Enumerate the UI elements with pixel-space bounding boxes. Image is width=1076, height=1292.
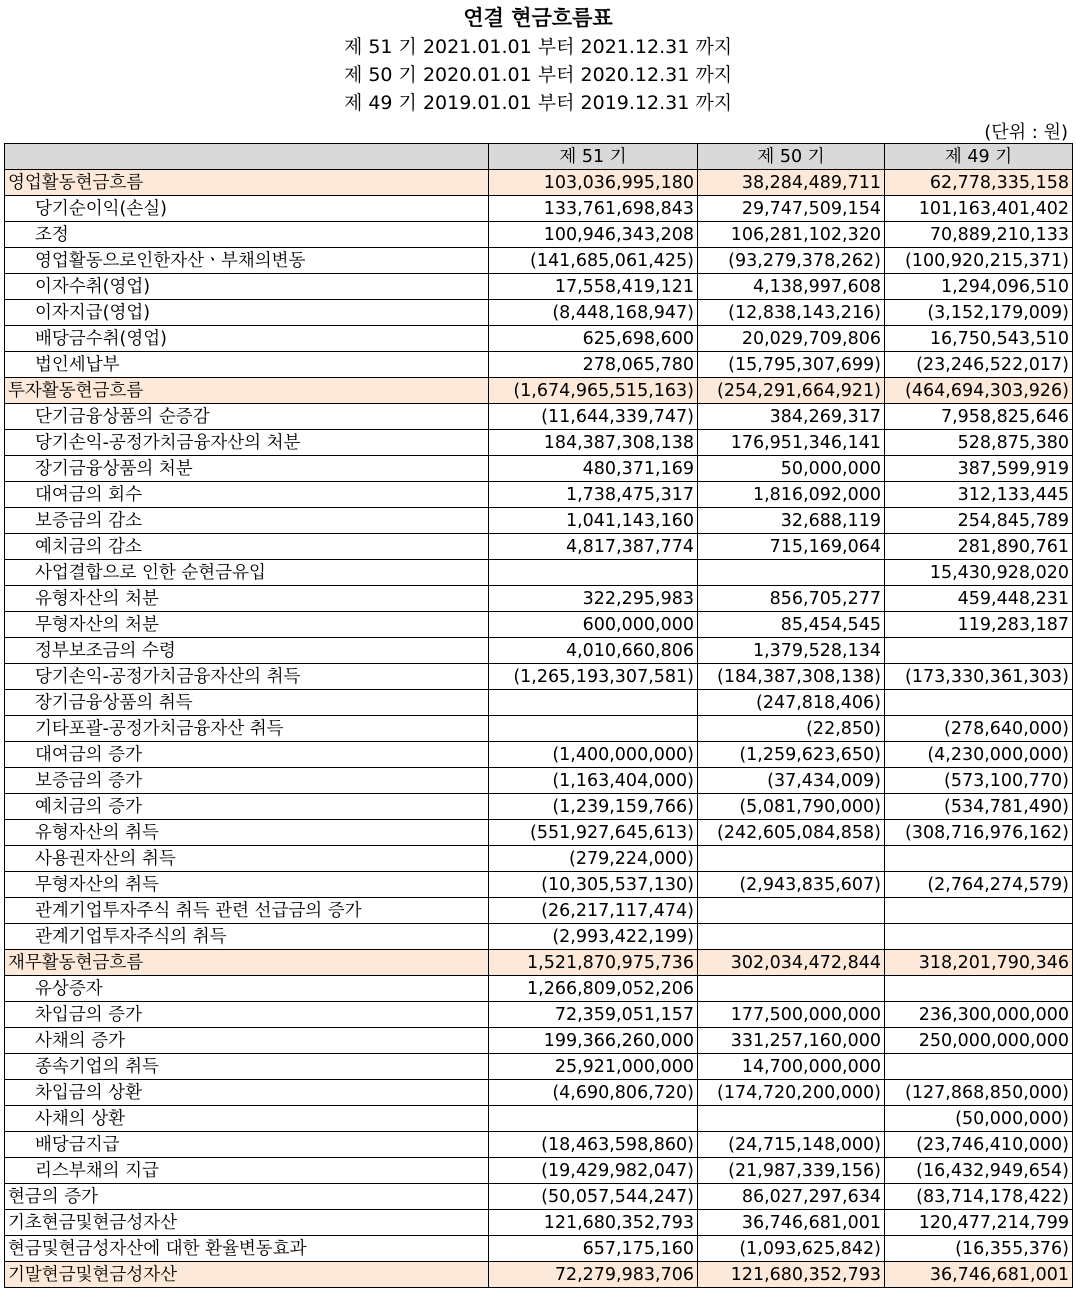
value-period-51: (279,224,000) — [489, 846, 698, 872]
value-period-49: 101,163,401,402 — [885, 196, 1073, 222]
row-label: 보증금의 감소 — [5, 508, 489, 534]
value-period-51: 25,921,000,000 — [489, 1054, 698, 1080]
value-period-50 — [698, 976, 885, 1002]
value-period-49: 281,890,761 — [885, 534, 1073, 560]
row-label: 무형자산의 처분 — [5, 612, 489, 638]
table-row — [5, 1210, 1073, 1236]
value-period-50: 36,746,681,001 — [698, 1210, 885, 1236]
section-row — [5, 170, 1073, 196]
header-period-51: 제 51 기 — [489, 144, 698, 170]
statement-title: 연결 현금흐름표 — [463, 6, 613, 30]
table-row — [5, 404, 1073, 430]
row-label: 당기순이익(손실) — [5, 196, 489, 222]
value-period-50: (24,715,148,000) — [698, 1132, 885, 1158]
value-period-50: (21,987,339,156) — [698, 1158, 885, 1184]
row-label: 배당금지급 — [5, 1132, 489, 1158]
table-row — [5, 1106, 1073, 1132]
value-period-50: 302,034,472,844 — [698, 950, 885, 976]
value-period-49: (573,100,770) — [885, 768, 1073, 794]
row-label: 보증금의 증가 — [5, 768, 489, 794]
table-row — [5, 508, 1073, 534]
row-label: 예치금의 증가 — [5, 794, 489, 820]
table-row — [5, 924, 1073, 950]
row-label: 유상증자 — [5, 976, 489, 1002]
table-row — [5, 638, 1073, 664]
value-period-49: (23,246,522,017) — [885, 352, 1073, 378]
row-label: 재무활동현금흐름 — [5, 950, 489, 976]
value-period-49: 36,746,681,001 — [885, 1262, 1073, 1288]
value-period-50: 50,000,000 — [698, 456, 885, 482]
value-period-49 — [885, 898, 1073, 924]
value-period-50: 856,705,277 — [698, 586, 885, 612]
table-row — [5, 300, 1073, 326]
value-period-51: 103,036,995,180 — [489, 170, 698, 196]
table-row — [5, 222, 1073, 248]
row-label: 차입금의 증가 — [5, 1002, 489, 1028]
value-period-50 — [698, 1106, 885, 1132]
value-period-51: (551,927,645,613) — [489, 820, 698, 846]
table-row — [5, 534, 1073, 560]
value-period-50: (37,434,009) — [698, 768, 885, 794]
value-period-49: (278,640,000) — [885, 716, 1073, 742]
row-label: 투자활동현금흐름 — [5, 378, 489, 404]
value-period-50: (22,850) — [698, 716, 885, 742]
value-period-50: 121,680,352,793 — [698, 1262, 885, 1288]
value-period-50: (12,838,143,216) — [698, 300, 885, 326]
row-label: 당기손익-공정가치금융자산의 취득 — [5, 664, 489, 690]
value-period-51: (1,400,000,000) — [489, 742, 698, 768]
header-label — [5, 144, 489, 170]
value-period-51: 1,521,870,975,736 — [489, 950, 698, 976]
table-row — [5, 456, 1073, 482]
table-row — [5, 794, 1073, 820]
value-period-49: 236,300,000,000 — [885, 1002, 1073, 1028]
value-period-49 — [885, 846, 1073, 872]
value-period-49: (16,355,376) — [885, 1236, 1073, 1262]
value-period-49: 318,201,790,346 — [885, 950, 1073, 976]
row-label: 사업결합으로 인한 순현금유입 — [5, 560, 489, 586]
table-row — [5, 196, 1073, 222]
row-label: 장기금융상품의 처분 — [5, 456, 489, 482]
row-label: 조정 — [5, 222, 489, 248]
table-row — [5, 612, 1073, 638]
row-label: 대여금의 증가 — [5, 742, 489, 768]
row-label: 당기손익-공정가치금융자산의 처분 — [5, 430, 489, 456]
table-row — [5, 1132, 1073, 1158]
value-period-51: (1,239,159,766) — [489, 794, 698, 820]
table-row — [5, 898, 1073, 924]
cash-flow-table — [4, 143, 1073, 1288]
table-row — [5, 742, 1073, 768]
value-period-50: 32,688,119 — [698, 508, 885, 534]
period-51: 제 51 기 2021.01.01 부터 2021.12.31 까지 — [343, 36, 733, 58]
value-period-49: (16,432,949,654) — [885, 1158, 1073, 1184]
value-period-49: 254,845,789 — [885, 508, 1073, 534]
table-row — [5, 586, 1073, 612]
value-period-50: (184,387,308,138) — [698, 664, 885, 690]
value-period-50: 106,281,102,320 — [698, 222, 885, 248]
value-period-49: 62,778,335,158 — [885, 170, 1073, 196]
value-period-50: (15,795,307,699) — [698, 352, 885, 378]
value-period-49 — [885, 924, 1073, 950]
value-period-50: 20,029,709,806 — [698, 326, 885, 352]
value-period-50 — [698, 846, 885, 872]
value-period-49: (534,781,490) — [885, 794, 1073, 820]
value-period-50: (254,291,664,921) — [698, 378, 885, 404]
value-period-50 — [698, 560, 885, 586]
value-period-51: (1,674,965,515,163) — [489, 378, 698, 404]
value-period-51: (18,463,598,860) — [489, 1132, 698, 1158]
value-period-49: 250,000,000,000 — [885, 1028, 1073, 1054]
value-period-51: (50,057,544,247) — [489, 1184, 698, 1210]
value-period-50: 29,747,509,154 — [698, 196, 885, 222]
table-body — [5, 170, 1073, 1288]
unit-label: (단위 : 원) — [984, 122, 1068, 143]
table-row — [5, 1184, 1073, 1210]
value-period-49: 15,430,928,020 — [885, 560, 1073, 586]
value-period-49: 119,283,187 — [885, 612, 1073, 638]
value-period-51: 1,266,809,052,206 — [489, 976, 698, 1002]
row-label: 영업활동현금흐름 — [5, 170, 489, 196]
value-period-51: 1,041,143,160 — [489, 508, 698, 534]
value-period-50: 1,379,528,134 — [698, 638, 885, 664]
value-period-51: (2,993,422,199) — [489, 924, 698, 950]
table-row — [5, 248, 1073, 274]
value-period-50: (242,605,084,858) — [698, 820, 885, 846]
row-label: 기타포괄-공정가치금융자산 취득 — [5, 716, 489, 742]
value-period-50: 177,500,000,000 — [698, 1002, 885, 1028]
row-label: 단기금융상품의 순증감 — [5, 404, 489, 430]
value-period-50: 176,951,346,141 — [698, 430, 885, 456]
row-label: 사용권자산의 취득 — [5, 846, 489, 872]
table-row — [5, 768, 1073, 794]
value-period-49: (2,764,274,579) — [885, 872, 1073, 898]
value-period-51: (1,265,193,307,581) — [489, 664, 698, 690]
value-period-49: 387,599,919 — [885, 456, 1073, 482]
value-period-50: (1,093,625,842) — [698, 1236, 885, 1262]
value-period-49 — [885, 976, 1073, 1002]
value-period-51: 72,359,051,157 — [489, 1002, 698, 1028]
value-period-51: 17,558,419,121 — [489, 274, 698, 300]
row-label: 이자수취(영업) — [5, 274, 489, 300]
value-period-51: (10,305,537,130) — [489, 872, 698, 898]
row-label: 관계기업투자주식 취득 관련 선급금의 증가 — [5, 898, 489, 924]
value-period-51: (8,448,168,947) — [489, 300, 698, 326]
row-label: 법인세납부 — [5, 352, 489, 378]
value-period-51: 100,946,343,208 — [489, 222, 698, 248]
value-period-50: (93,279,378,262) — [698, 248, 885, 274]
value-period-51 — [489, 716, 698, 742]
table-row — [5, 560, 1073, 586]
value-period-49: (3,152,179,009) — [885, 300, 1073, 326]
value-period-51: 184,387,308,138 — [489, 430, 698, 456]
row-label: 기말현금및현금성자산 — [5, 1262, 489, 1288]
value-period-50: (5,081,790,000) — [698, 794, 885, 820]
table-row — [5, 716, 1073, 742]
row-label: 현금의 증가 — [5, 1184, 489, 1210]
row-label: 유형자산의 처분 — [5, 586, 489, 612]
row-label: 사채의 상환 — [5, 1106, 489, 1132]
period-50: 제 50 기 2020.01.01 부터 2020.12.31 까지 — [343, 64, 733, 86]
row-label: 기초현금및현금성자산 — [5, 1210, 489, 1236]
table-row — [5, 664, 1073, 690]
period-49: 제 49 기 2019.01.01 부터 2019.12.31 까지 — [343, 92, 733, 114]
row-label: 현금및현금성자산에 대한 환율변동효과 — [5, 1236, 489, 1262]
table-row — [5, 430, 1073, 456]
value-period-49: (464,694,303,926) — [885, 378, 1073, 404]
row-label: 영업활동으로인한자산ㆍ부채의변동 — [5, 248, 489, 274]
table-row — [5, 976, 1073, 1002]
row-label: 차입금의 상환 — [5, 1080, 489, 1106]
value-period-51: 72,279,983,706 — [489, 1262, 698, 1288]
table-row — [5, 1002, 1073, 1028]
row-label: 정부보조금의 수령 — [5, 638, 489, 664]
value-period-51: (26,217,117,474) — [489, 898, 698, 924]
value-period-49: (127,868,850,000) — [885, 1080, 1073, 1106]
value-period-50: 86,027,297,634 — [698, 1184, 885, 1210]
row-label: 무형자산의 취득 — [5, 872, 489, 898]
table-row — [5, 820, 1073, 846]
value-period-49 — [885, 690, 1073, 716]
row-label: 예치금의 감소 — [5, 534, 489, 560]
value-period-50: 4,138,997,608 — [698, 274, 885, 300]
value-period-51: 278,065,780 — [489, 352, 698, 378]
value-period-51: 4,817,387,774 — [489, 534, 698, 560]
row-label: 관계기업투자주식의 취득 — [5, 924, 489, 950]
table-row — [5, 274, 1073, 300]
value-period-51: 600,000,000 — [489, 612, 698, 638]
section-row — [5, 1262, 1073, 1288]
value-period-51: 322,295,983 — [489, 586, 698, 612]
value-period-50: 38,284,489,711 — [698, 170, 885, 196]
value-period-49: (100,920,215,371) — [885, 248, 1073, 274]
table-row — [5, 846, 1073, 872]
value-period-50: (174,720,200,000) — [698, 1080, 885, 1106]
table-row — [5, 482, 1073, 508]
value-period-50: 384,269,317 — [698, 404, 885, 430]
value-period-51: (4,690,806,720) — [489, 1080, 698, 1106]
value-period-49: 459,448,231 — [885, 586, 1073, 612]
value-period-49: 1,294,096,510 — [885, 274, 1073, 300]
value-period-50 — [698, 898, 885, 924]
value-period-50: 331,257,160,000 — [698, 1028, 885, 1054]
value-period-51 — [489, 690, 698, 716]
value-period-51: 199,366,260,000 — [489, 1028, 698, 1054]
table-row — [5, 1080, 1073, 1106]
value-period-51: (11,644,339,747) — [489, 404, 698, 430]
row-label: 리스부채의 지급 — [5, 1158, 489, 1184]
value-period-49: (50,000,000) — [885, 1106, 1073, 1132]
row-label: 대여금의 회수 — [5, 482, 489, 508]
value-period-50: 14,700,000,000 — [698, 1054, 885, 1080]
value-period-51: 4,010,660,806 — [489, 638, 698, 664]
value-period-51: 657,175,160 — [489, 1236, 698, 1262]
value-period-50 — [698, 924, 885, 950]
value-period-51: 625,698,600 — [489, 326, 698, 352]
value-period-49: 528,875,380 — [885, 430, 1073, 456]
value-period-49: 7,958,825,646 — [885, 404, 1073, 430]
table-header-row — [5, 144, 1073, 170]
value-period-50: 1,816,092,000 — [698, 482, 885, 508]
value-period-50: (2,943,835,607) — [698, 872, 885, 898]
value-period-51: (141,685,061,425) — [489, 248, 698, 274]
value-period-50: 715,169,064 — [698, 534, 885, 560]
value-period-51: 133,761,698,843 — [489, 196, 698, 222]
value-period-51 — [489, 560, 698, 586]
section-row — [5, 378, 1073, 404]
header-period-50: 제 50 기 — [698, 144, 885, 170]
row-label: 장기금융상품의 취득 — [5, 690, 489, 716]
value-period-49: (23,746,410,000) — [885, 1132, 1073, 1158]
value-period-49: 16,750,543,510 — [885, 326, 1073, 352]
table-row — [5, 1028, 1073, 1054]
header-period-49: 제 49 기 — [885, 144, 1073, 170]
value-period-51: (19,429,982,047) — [489, 1158, 698, 1184]
value-period-49: (83,714,178,422) — [885, 1184, 1073, 1210]
value-period-49: 312,133,445 — [885, 482, 1073, 508]
table-row — [5, 1158, 1073, 1184]
row-label: 배당금수취(영업) — [5, 326, 489, 352]
value-period-49: (173,330,361,303) — [885, 664, 1073, 690]
row-label: 이자지급(영업) — [5, 300, 489, 326]
value-period-49: (4,230,000,000) — [885, 742, 1073, 768]
row-label: 종속기업의 취득 — [5, 1054, 489, 1080]
table-row — [5, 326, 1073, 352]
value-period-51 — [489, 1106, 698, 1132]
table-row — [5, 352, 1073, 378]
table-row — [5, 872, 1073, 898]
row-label: 유형자산의 취득 — [5, 820, 489, 846]
value-period-51: (1,163,404,000) — [489, 768, 698, 794]
value-period-49 — [885, 638, 1073, 664]
value-period-50: (247,818,406) — [698, 690, 885, 716]
value-period-50: (1,259,623,650) — [698, 742, 885, 768]
value-period-51: 121,680,352,793 — [489, 1210, 698, 1236]
table-row — [5, 1054, 1073, 1080]
value-period-51: 480,371,169 — [489, 456, 698, 482]
table-row — [5, 1236, 1073, 1262]
value-period-49: (308,716,976,162) — [885, 820, 1073, 846]
value-period-51: 1,738,475,317 — [489, 482, 698, 508]
value-period-49: 120,477,214,799 — [885, 1210, 1073, 1236]
row-label: 사채의 증가 — [5, 1028, 489, 1054]
value-period-50: 85,454,545 — [698, 612, 885, 638]
table-row — [5, 690, 1073, 716]
section-row — [5, 950, 1073, 976]
value-period-49: 70,889,210,133 — [885, 222, 1073, 248]
value-period-49 — [885, 1054, 1073, 1080]
